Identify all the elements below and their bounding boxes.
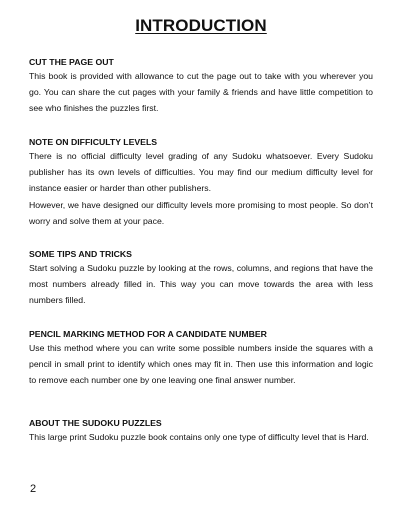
section-heading-about: ABOUT THE SUDOKU PUZZLES xyxy=(29,418,162,428)
section-heading-pencil-marking: PENCIL MARKING METHOD FOR A CANDIDATE NUMBER xyxy=(29,329,267,339)
section-paragraph-pencil-marking: Use this method where you can write some possible numbers inside the squares with a pencil in small print to identify which ones may fit in. Then use this information and logic to remove each number one by one leaving one final answer number. xyxy=(29,343,373,385)
section-heading-cut-page: CUT THE PAGE OUT xyxy=(29,57,114,67)
section-paragraph-tips: Start solving a Sudoku puzzle by looking at the rows, columns, and regions that have the most numbers already filled in. This way you can move towards the area with less numbers filled. xyxy=(29,263,373,305)
section-heading-difficulty: NOTE ON DIFFICULTY LEVELS xyxy=(29,137,158,147)
section-heading-tips: SOME TIPS AND TRICKS xyxy=(29,249,132,259)
page-title: INTRODUCTION xyxy=(135,16,267,35)
section-paragraph-difficulty-1: There is no official difficulty level grading of any Sudoku whatsoever. Every Sudoku publisher has its own levels of difficulties. You may find our medium difficulty level for instance easier or harder than other publishers. xyxy=(29,151,373,193)
section-paragraph-cut-page: This book is provided with allowance to cut the page out to take with you wherever you go. You can share the cut pages with your family & friends and have little competition to see who finishes the puzzles first. xyxy=(29,71,373,113)
page-number: 2 xyxy=(30,483,37,495)
section-paragraph-about: This large print Sudoku puzzle book contains only one type of difficulty level that is Hard. xyxy=(29,432,369,442)
section-paragraph-difficulty-2: However, we have designed our difficulty levels more promising to most people. So don’t worry and solve them at your pace. xyxy=(29,200,373,226)
